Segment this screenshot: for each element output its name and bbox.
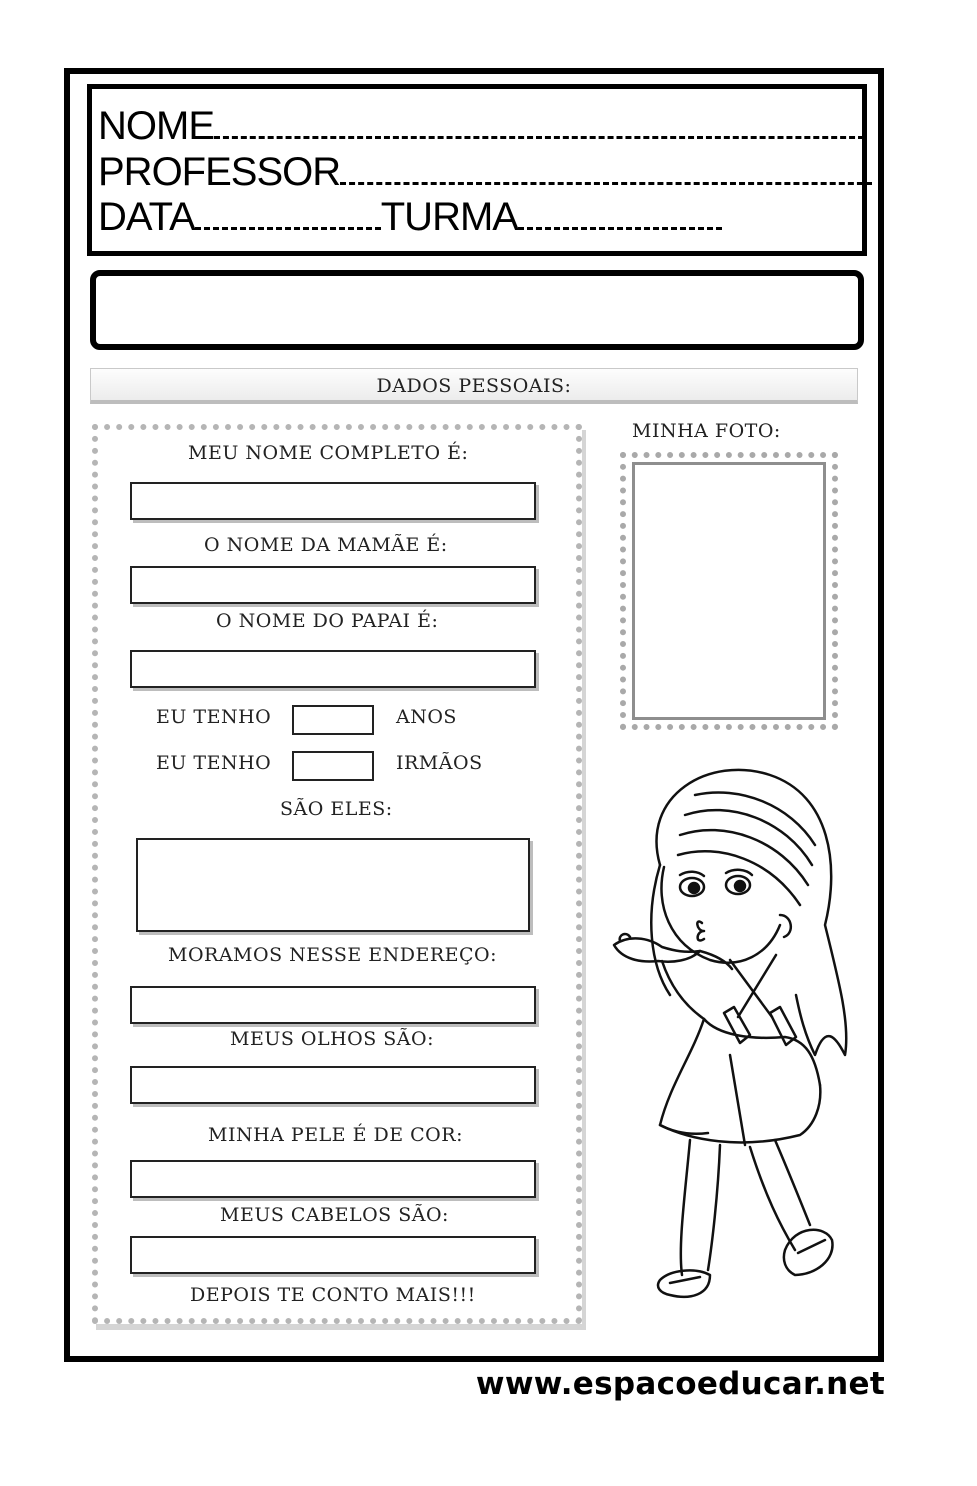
data-blank[interactable]	[195, 199, 381, 230]
section-banner	[90, 368, 858, 404]
field-cabelos[interactable]	[130, 1236, 536, 1274]
professor-line	[98, 150, 872, 195]
field-nome-completo[interactable]	[130, 482, 536, 520]
data-turma-line	[98, 195, 722, 240]
turma-label: TURMA	[380, 195, 518, 239]
label-endereco: MORAMOS NESSE ENDEREÇO:	[168, 944, 498, 966]
data-label: DATA	[98, 195, 195, 239]
label-nome-completo: MEU NOME COMPLETO É:	[188, 442, 469, 464]
label-nome-papai: O NOME DO PAPAI É:	[216, 610, 439, 632]
field-pele[interactable]	[130, 1160, 536, 1198]
label-eu-tenho-anos: EU TENHO	[156, 706, 272, 728]
field-sao-eles[interactable]	[136, 838, 530, 932]
photo-label: MINHA FOTO:	[632, 420, 781, 442]
label-nome-mamae: O NOME DA MAMÃE É:	[204, 534, 448, 556]
label-sao-eles: SÃO ELES:	[280, 798, 393, 820]
field-nome-mamae[interactable]	[130, 566, 536, 604]
footer-url[interactable]: www.espacoeducar.net	[475, 1366, 885, 1402]
field-idade[interactable]	[292, 705, 374, 735]
label-anos: ANOS	[396, 706, 457, 728]
label-eu-tenho-irmaos: EU TENHO	[156, 752, 272, 774]
label-pele: MINHA PELE É DE COR:	[208, 1124, 463, 1146]
turma-blank[interactable]	[518, 199, 722, 230]
label-irmaos: IRMÃOS	[396, 752, 483, 774]
field-nome-papai[interactable]	[130, 650, 536, 688]
label-depois: DEPOIS TE CONTO MAIS!!!	[190, 1284, 476, 1306]
label-olhos: MEUS OLHOS SÃO:	[230, 1028, 435, 1050]
nome-label: NOME	[98, 104, 214, 148]
nome-blank[interactable]	[214, 108, 864, 139]
section-banner-text: DADOS PESSOAIS:	[376, 375, 572, 397]
professor-label: PROFESSOR	[98, 150, 341, 194]
field-olhos[interactable]	[130, 1066, 536, 1104]
field-irmaos[interactable]	[292, 751, 374, 781]
label-cabelos: MEUS CABELOS SÃO:	[220, 1204, 449, 1226]
photo-area[interactable]	[632, 462, 826, 720]
professor-blank[interactable]	[340, 154, 872, 185]
nome-line	[98, 104, 864, 149]
field-endereco[interactable]	[130, 986, 536, 1024]
girl-illustration-icon	[600, 755, 870, 1315]
title-box[interactable]	[90, 270, 864, 350]
